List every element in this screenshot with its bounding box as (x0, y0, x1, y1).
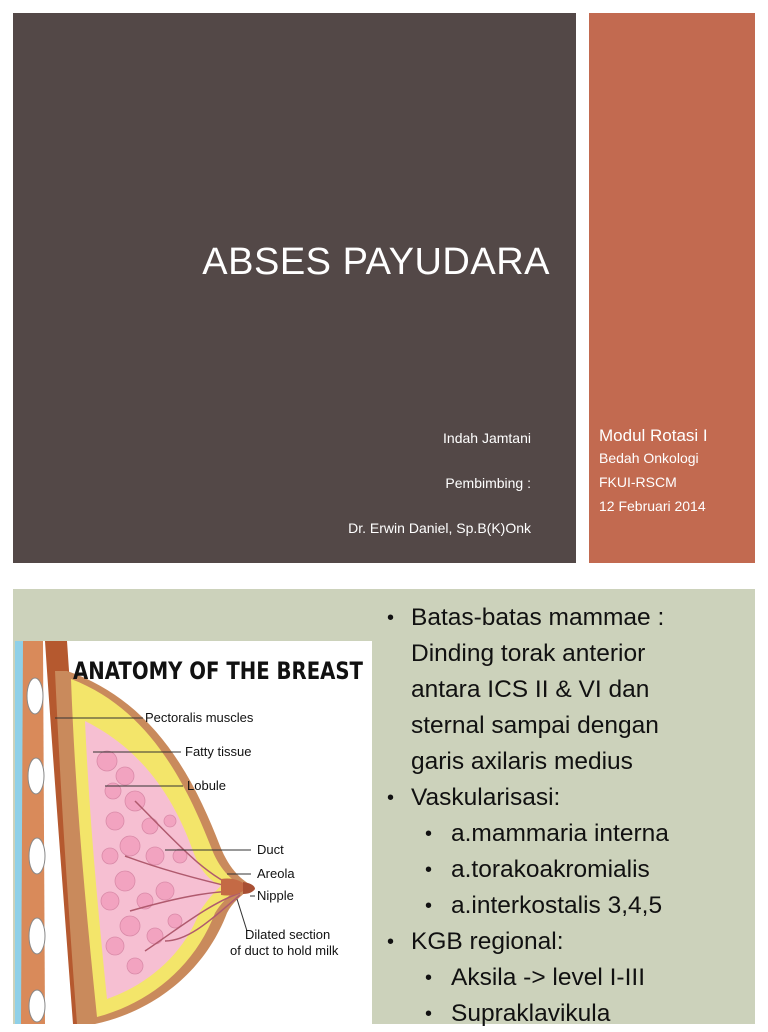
module-info (599, 426, 749, 518)
presenter-block (231, 426, 531, 541)
bullet-continuation (387, 672, 747, 708)
presenter-name: Indah Jamtani (443, 430, 531, 446)
department-name: Bedah Onkologi (599, 450, 699, 466)
rib-cross-section (28, 758, 44, 794)
bullet-dot: • (425, 1003, 433, 1025)
bullet-text: Batas-batas mammae : (411, 604, 665, 631)
bullet-text: a.interkostalis 3,4,5 (451, 892, 663, 919)
sub-bullet (387, 996, 747, 1032)
bullet-text: a.torakoakromialis (451, 856, 650, 883)
title-slide-side-panel (589, 13, 755, 563)
bullet-dot: • (387, 787, 395, 809)
sub-bullet (387, 888, 747, 924)
label-pectoralis-muscles: Pectoralis muscles (145, 710, 254, 725)
sub-bullet (387, 960, 747, 996)
breast-anatomy-figure (15, 641, 372, 1024)
breast-anatomy-illustration (15, 641, 372, 1024)
bullet-continuation (387, 744, 747, 780)
label-lobule: Lobule (187, 778, 227, 793)
figure-title: ANATOMY OF THE BREAST (73, 657, 364, 685)
label-dilated-section: Dilated section (245, 927, 331, 942)
bullet-text: antara ICS II & VI dan (411, 676, 650, 703)
label-nipple: Nipple (257, 888, 294, 903)
bullet-dot: • (387, 607, 395, 629)
module-name: Modul Rotasi I (599, 426, 708, 445)
bullet-text: Aksila -> level I-III (451, 964, 646, 991)
bullet-text: Vaskularisasi: (411, 784, 561, 811)
bullet-vaskularisasi (387, 780, 747, 816)
sub-bullet (387, 816, 747, 852)
advisor-name: Dr. Erwin Daniel, Sp.B(K)Onk (348, 520, 531, 536)
bullet-dot: • (387, 931, 395, 953)
nipple (243, 882, 255, 894)
bullet-dot: • (425, 823, 433, 845)
label-dilated-section-cont: of duct to hold milk (230, 943, 339, 958)
presentation-date: 12 Februari 2014 (599, 498, 706, 514)
advisor-label: Pembimbing : (445, 475, 531, 491)
bullet-dot: • (425, 859, 433, 881)
bullet-list (387, 600, 747, 1032)
rib-cross-section (29, 990, 45, 1022)
institution-name: FKUI-RSCM (599, 474, 677, 490)
slide-title: ABSES PAYUDARA (202, 241, 550, 283)
rib-cross-section (27, 678, 43, 714)
bullet-continuation (387, 636, 747, 672)
content-slide (13, 589, 755, 1027)
label-fatty-tissue: Fatty tissue (185, 744, 252, 759)
bullet-kgb-regional (387, 924, 747, 960)
bullet-batas-mammae (387, 600, 747, 636)
bullet-dot: • (425, 967, 433, 989)
sub-bullet (387, 852, 747, 888)
bullet-text: Supraklavikula (451, 1000, 611, 1027)
bullet-text: a.mammaria interna (451, 820, 669, 847)
bullet-text: garis axilaris medius (411, 748, 633, 775)
rib-cross-section (29, 918, 45, 954)
title-slide-main-panel (13, 13, 576, 563)
bullet-dot: • (425, 895, 433, 917)
rib-cross-section (29, 838, 45, 874)
bullet-text: sternal sampai dengan (411, 712, 659, 739)
label-areola: Areola (257, 866, 295, 881)
bullet-continuation (387, 708, 747, 744)
label-duct: Duct (257, 842, 284, 857)
bullet-text: KGB regional: (411, 928, 564, 955)
bullet-text: Dinding torak anterior (411, 640, 646, 667)
